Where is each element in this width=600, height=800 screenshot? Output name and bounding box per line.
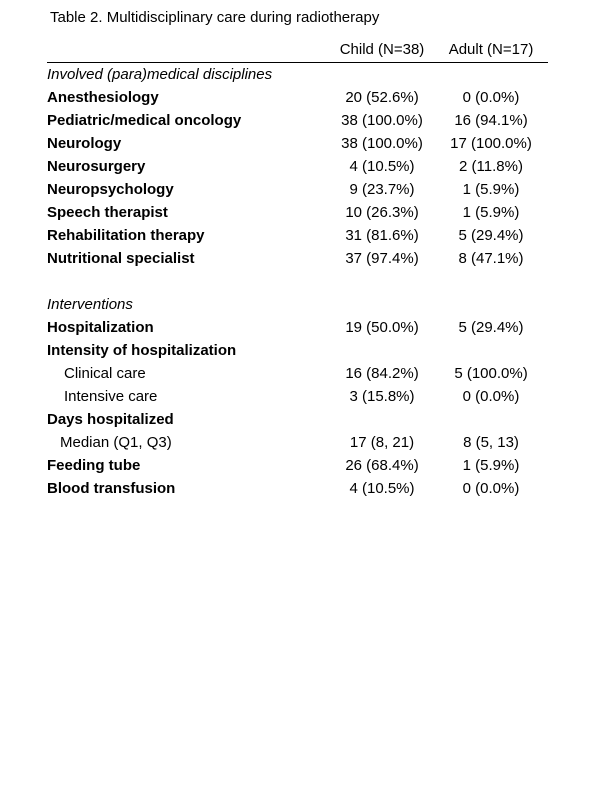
adult-value: 2 (11.8%) [459,158,523,175]
row-label: Neurology [47,135,122,152]
child-value: 20 (52.6%) [345,89,419,106]
adult-value: 8 (47.1%) [458,250,524,267]
row-label: Median (Q1, Q3) [60,434,172,451]
row-label: Neurosurgery [47,158,146,175]
section-heading-row [47,63,548,87]
header-label-cell [47,37,330,63]
table-row [47,431,548,454]
row-label: Rehabilitation therapy [47,227,205,244]
child-value: 4 (10.5%) [349,158,415,175]
table-row [47,477,548,500]
section-heading: Interventions [47,296,133,313]
table-row [47,339,548,362]
child-value: 31 (81.6%) [345,227,419,244]
spacer-cell [47,270,548,293]
child-value: 19 (50.0%) [345,319,419,336]
child-value: 17 (8, 21) [349,434,415,451]
table-row [47,454,548,477]
child-value: 10 (26.3%) [345,204,419,221]
table-row [47,316,548,339]
row-label: Hospitalization [47,319,154,336]
table-row [47,109,548,132]
table-header-row [47,37,548,63]
section-heading: Involved (para)medical disciplines [47,66,273,83]
adult-value: 0 (0.0%) [462,480,520,497]
row-label: Feeding tube [47,457,141,474]
adult-value [434,339,548,362]
row-label: Blood transfusion [47,480,176,497]
table-row [47,247,548,270]
adult-value: 1 (5.9%) [462,457,520,474]
row-label: Anesthesiology [47,89,159,106]
row-label: Clinical care [64,365,146,382]
child-value: 9 (23.7%) [349,181,415,198]
adult-value: 5 (29.4%) [458,319,524,336]
row-label: Neuropsychology [47,181,174,198]
row-label: Days hospitalized [47,411,174,428]
child-value: 38 (100.0%) [341,112,423,129]
section-spacer [47,270,548,293]
table-row [47,362,548,385]
header-child: Child (N=38) [330,37,434,63]
table-caption: Table 2. Multidisciplinary care during radiotherapy [50,9,380,26]
adult-value: 0 (0.0%) [462,89,520,106]
child-value [330,408,434,431]
child-value: 16 (84.2%) [345,365,419,382]
row-label: Nutritional specialist [47,250,195,267]
section-heading-row [47,293,548,316]
table-row [47,86,548,109]
care-table [47,37,548,500]
adult-value: 8 (5, 13) [463,434,519,451]
table-row [47,408,548,431]
child-value: 37 (97.4%) [345,250,419,267]
table-row [47,178,548,201]
row-label: Speech therapist [47,204,168,221]
adult-value: 16 (94.1%) [454,112,528,129]
header-adult: Adult (N=17) [434,37,548,63]
row-label: Intensity of hospitalization [47,342,237,359]
child-value: 38 (100.0%) [341,135,423,152]
adult-value: 17 (100.0%) [450,135,532,152]
child-value: 26 (68.4%) [345,457,419,474]
child-value [330,339,434,362]
adult-value [434,408,548,431]
adult-value: 1 (5.9%) [462,204,520,221]
table-row [47,385,548,408]
adult-value: 0 (0.0%) [462,388,520,405]
table-row [47,201,548,224]
table-row [47,132,548,155]
row-label: Intensive care [64,388,158,405]
table-row [47,224,548,247]
child-value: 4 (10.5%) [349,480,415,497]
adult-value: 5 (29.4%) [458,227,524,244]
child-value: 3 (15.8%) [349,388,415,405]
table-row [47,155,548,178]
row-label: Pediatric/medical oncology [47,112,242,129]
adult-value: 5 (100.0%) [454,365,528,382]
adult-value: 1 (5.9%) [462,181,520,198]
